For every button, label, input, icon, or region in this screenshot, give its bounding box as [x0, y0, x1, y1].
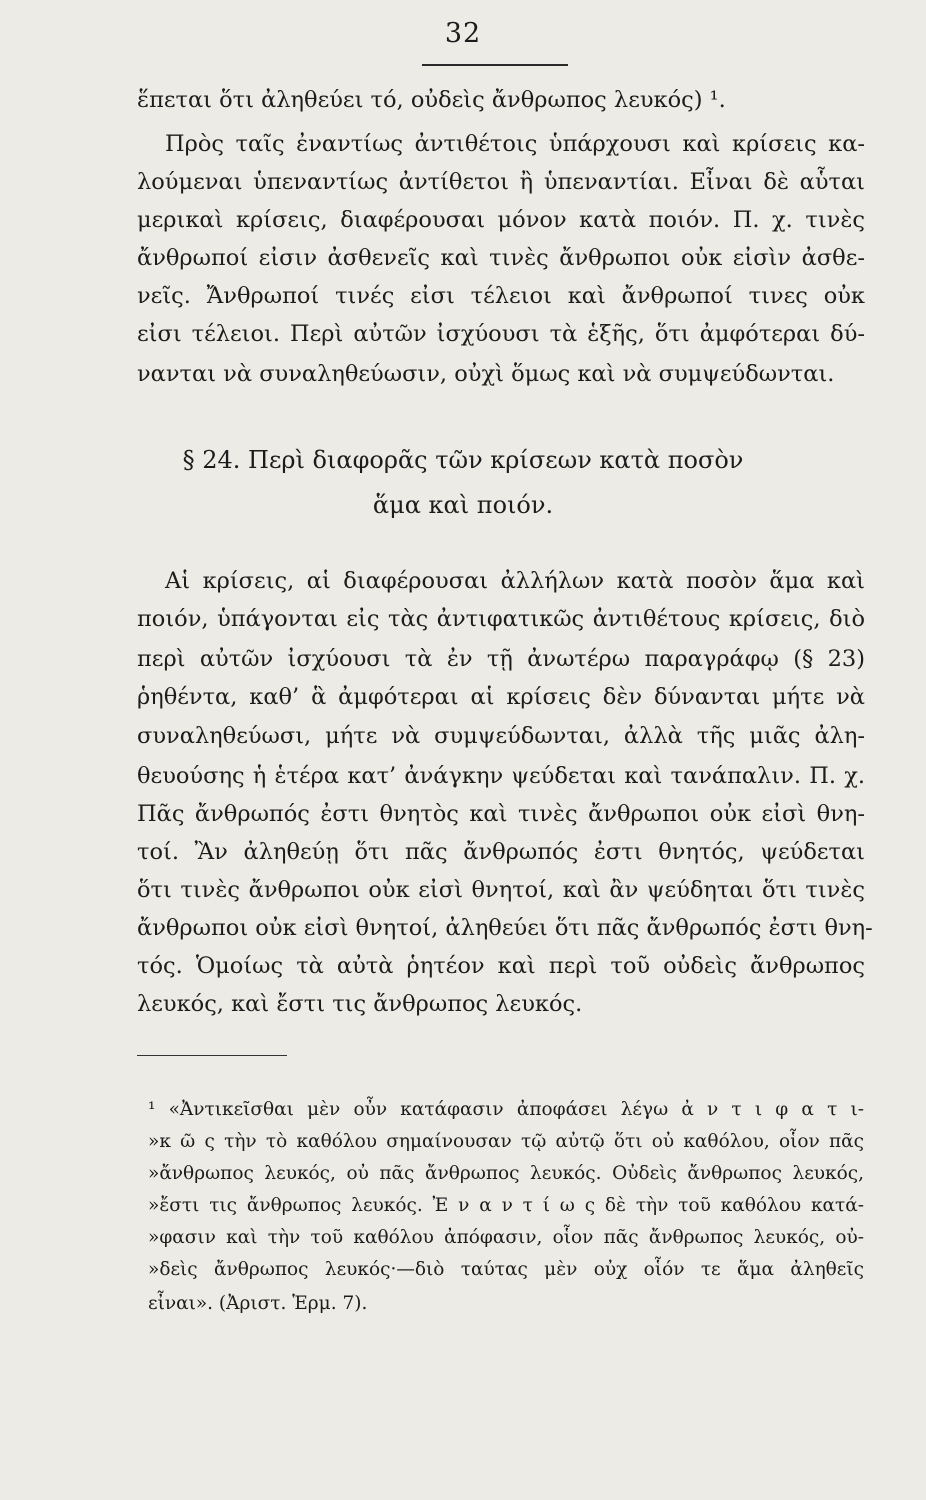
text-line: θευούσης ἡ ἑτέρα κατ’ ἀνάγκην ψεύδεται καὶ τανάπαλιν. Π. χ.: [137, 763, 865, 789]
section-heading-cont: ἅμα καὶ ποιόν.: [372, 491, 554, 519]
text-line: ἄνθρωποί εἰσιν ἀσθενεῖς καὶ τινὲς ἄνθρωποι οὐκ εἰσὶν ἀσθε-: [137, 245, 865, 271]
footnote-line: »δεὶς ἄνθρωπος λευκός·—διὸ ταύτας μὲν οὐχ οἷόν τε ἅμα ἀληθεῖς: [148, 1259, 864, 1280]
footnote-rule: [137, 1055, 287, 1056]
footnote-line: »ἄνθρωπος λευκός, οὐ πᾶς ἄνθρωπος λευκός. Οὐδεὶς ἄνθρωπος λευκός,: [148, 1163, 864, 1184]
text-line: τοί. Ἂν ἀληθεύῃ ὅτι πᾶς ἄνθρωπός ἐστι θνητός, ψεύδεται: [137, 839, 865, 865]
text-line: περὶ αὐτῶν ἰσχύουσι τὰ ἐν τῇ ἀνωτέρω παραγράφῳ (§ 23): [137, 646, 865, 672]
text-line: λούμεναι ὑπεναντίως ἀντίθετοι ἢ ὑπεναντίαι. Εἶναι δὲ αὗται: [137, 169, 865, 195]
header-rule: [422, 64, 568, 66]
text-line: ἄνθρωποι οὐκ εἰσὶ θνητοί, ἀληθεύει ὅτι πᾶς ἄνθρωπός ἐστι θνη-: [137, 915, 873, 941]
text-line: συναληθεύωσι, μήτε νὰ συμψεύδωνται, ἀλλὰ τῆς μιᾶς ἀλη-: [137, 723, 865, 749]
text-line: ἕπεται ὅτι ἀληθεύει τό, οὐδεὶς ἄνθρωπος λευκός) ¹.: [137, 87, 726, 113]
text-line: λευκός, καὶ ἔστι τις ἄνθρωπος λευκός.: [137, 991, 583, 1017]
text-line: μερικαὶ κρίσεις, διαφέρουσαι μόνον κατὰ ποιόν. Π. χ. τινὲς: [137, 207, 865, 233]
page-number: 32: [444, 18, 482, 49]
text-line: εἰσι τέλειοι. Περὶ αὐτῶν ἰσχύουσι τὰ ἑξῆς, ὅτι ἀμφότεραι δύ-: [137, 321, 865, 347]
text-line: νανται νὰ συναληθεύωσιν, οὐχὶ ὅμως καὶ νὰ συμψεύδωνται.: [137, 361, 835, 387]
section-heading: § 24. Περὶ διαφορᾶς τῶν κρίσεων κατὰ ποσὸν: [182, 446, 744, 474]
footnote-line: »κ ῶ ς τὴν τὸ καθόλου σημαίνουσαν τῷ αὐτῷ ὅτι οὐ καθόλου, οἷον πᾶς: [148, 1131, 864, 1152]
text-line: νεῖς. Ἄνθρωποί τινές εἰσι τέλειοι καὶ ἄνθρωποί τινες οὐκ: [137, 283, 865, 309]
footnote-line: ¹ «Ἀντικεῖσθαι μὲν οὖν κατάφασιν ἀποφάσει λέγω ἀ ν τ ι φ α τ ι-: [148, 1099, 864, 1120]
text-line: Πρὸς ταῖς ἐναντίως ἀντιθέτοις ὑπάρχουσι καὶ κρίσεις κα-: [165, 131, 865, 157]
footnote-line: »ἔστι τις ἄνθρωπος λευκός. Ἐ ν α ν τ ί ω ς δὲ τὴν τοῦ καθόλου κατά-: [148, 1195, 864, 1216]
text-line: Πᾶς ἄνθρωπός ἐστι θνητὸς καὶ τινὲς ἄνθρωποι οὐκ εἰσὶ θνη-: [137, 801, 865, 827]
footnote-line: »φασιν καὶ τὴν τοῦ καθόλου ἀπόφασιν, οἷον πᾶς ἄνθρωπος λευκός, οὐ-: [148, 1227, 864, 1248]
footnote-line: εἶναι». (Ἀριστ. Ἑρμ. 7).: [148, 1293, 368, 1314]
text-line: τός. Ὁμοίως τὰ αὐτὰ ῥητέον καὶ περὶ τοῦ οὐδεὶς ἄνθρωπος: [137, 953, 865, 979]
text-line: ποιόν, ὑπάγονται εἰς τὰς ἀντιφατικῶς ἀντιθέτους κρίσεις, διὸ: [137, 606, 865, 632]
text-line: ὅτι τινὲς ἄνθρωποι οὐκ εἰσὶ θνητοί, καὶ ἂν ψεύδηται ὅτι τινὲς: [137, 877, 865, 903]
text-line: Αἱ κρίσεις, αἱ διαφέρουσαι ἀλλήλων κατὰ ποσὸν ἅμα καὶ: [165, 568, 865, 594]
text-line: ῥηθέντα, καθ’ ἃ ἀμφότεραι αἱ κρίσεις δὲν δύνανται μήτε νὰ: [137, 684, 865, 710]
